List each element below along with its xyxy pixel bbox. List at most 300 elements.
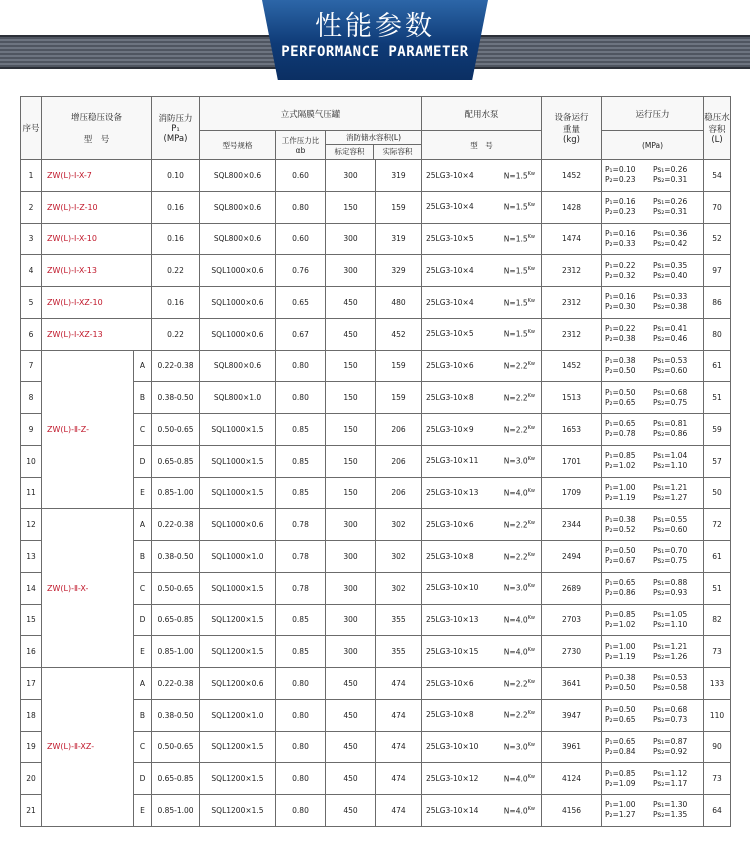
cell-weight: 3641 <box>542 668 602 700</box>
pump-model: 25LG3-10×8 <box>426 551 474 561</box>
pump-model: 25LG3-10×10 <box>426 583 479 593</box>
header-seq <box>21 97 42 160</box>
cell-fire-pressure: 0.85-1.00 <box>152 636 200 668</box>
cell-nominal: 150 <box>326 350 376 382</box>
pressure-line <box>605 334 703 344</box>
cell-actual: 480 <box>376 287 422 319</box>
cell-tank-spec: SQL1000×1.5 <box>200 414 276 446</box>
banner-title-en: PERFORMANCE PARAMETER <box>281 44 469 60</box>
pressure-line <box>605 578 703 588</box>
pump-power-value: N=2.2 <box>503 520 528 530</box>
pressure-line <box>605 800 703 810</box>
pump-power <box>504 742 541 752</box>
header-ratio-top: 工作压力比 <box>281 136 320 145</box>
pressure-ps: Ps₁=1.04 <box>653 451 688 461</box>
pressure-line <box>605 229 703 239</box>
cell-nominal: 300 <box>326 509 376 541</box>
pump-model: 25LG3-10×13 <box>426 615 479 625</box>
pressure-p: P₂=1.02 <box>605 619 636 629</box>
cell-ratio: 0.85 <box>276 636 326 668</box>
pressure-p: P₂=1.02 <box>605 461 636 471</box>
cell-tank-spec: SQL1200×1.0 <box>200 699 276 731</box>
pressure-p: P₁=0.16 <box>605 228 636 238</box>
cell-run-pressure <box>602 763 704 795</box>
pressure-p: P₂=0.33 <box>605 238 636 248</box>
pressure-ps: Ps₁=0.41 <box>653 324 688 334</box>
cell-tank-spec: SQL800×1.0 <box>200 382 276 414</box>
pressure-line <box>605 588 703 598</box>
cell-ratio: 0.85 <box>276 477 326 509</box>
cell-sub: E <box>134 477 152 509</box>
pump-model: 25LG3-10×12 <box>426 773 479 783</box>
pressure-ps: Ps₂=1.10 <box>653 461 688 471</box>
cell-ratio: 0.60 <box>276 160 326 192</box>
cell-fire-pressure: 0.38-0.50 <box>152 382 200 414</box>
pump-power-value: N=4.0 <box>503 615 528 625</box>
cell-fire-pressure: 0.22-0.38 <box>152 668 200 700</box>
cell-model: ZW(L)-Ⅰ-X-10 <box>42 223 152 255</box>
banner-title-cn: 性能参数 <box>315 11 435 42</box>
pressure-p: P₂=1.19 <box>605 651 636 661</box>
cell-run-pressure <box>602 414 704 446</box>
pressure-line <box>605 207 703 217</box>
cell-pump <box>422 699 542 731</box>
cell-stab-volume: 51 <box>704 572 731 604</box>
cell-nominal: 450 <box>326 763 376 795</box>
cell-fire-pressure: 0.50-0.65 <box>152 414 200 446</box>
cell-ratio: 0.80 <box>276 382 326 414</box>
cell-sub: D <box>134 763 152 795</box>
pressure-p: P₂=0.23 <box>605 207 636 217</box>
cell-tank-spec: SQL800×0.6 <box>200 223 276 255</box>
cell-weight: 2312 <box>542 287 602 319</box>
cell-stab-volume: 80 <box>704 318 731 350</box>
cell-ratio: 0.60 <box>276 223 326 255</box>
cell-actual: 452 <box>376 318 422 350</box>
pressure-ps: Ps₁=1.05 <box>653 609 688 619</box>
cell-weight: 2689 <box>542 572 602 604</box>
pressure-p: P₁=0.38 <box>605 355 636 365</box>
cell-tank-spec: SQL1200×1.5 <box>200 731 276 763</box>
pressure-ps: Ps₁=0.88 <box>653 578 688 588</box>
cell-pump <box>422 318 542 350</box>
cell-fire-pressure: 0.16 <box>152 191 200 223</box>
pressure-p: P₁=0.85 <box>605 768 636 778</box>
cell-stab-volume: 64 <box>704 795 731 827</box>
pressure-p: P₂=0.67 <box>605 556 636 566</box>
cell-no: 15 <box>21 604 42 636</box>
pump-power <box>504 679 541 689</box>
pressure-line <box>605 673 703 683</box>
cell-weight: 2703 <box>542 604 602 636</box>
pressure-line <box>605 779 703 789</box>
pressure-p: P₁=0.65 <box>605 578 636 588</box>
cell-actual: 329 <box>376 255 422 287</box>
cell-ratio: 0.80 <box>276 731 326 763</box>
pressure-p: P₁=0.38 <box>605 514 636 524</box>
cell-weight: 1452 <box>542 160 602 192</box>
pressure-line <box>605 737 703 747</box>
pressure-line <box>605 271 703 281</box>
pressure-ps: Ps₂=0.86 <box>653 429 688 439</box>
cell-ratio: 0.80 <box>276 350 326 382</box>
cell-ratio: 0.65 <box>276 287 326 319</box>
pressure-ps: Ps₂=0.38 <box>653 302 688 312</box>
cell-weight: 1653 <box>542 414 602 446</box>
pump-power-unit: Kw <box>527 297 535 304</box>
pump-power-unit: Kw <box>527 265 535 272</box>
pressure-ps: Ps₁=0.87 <box>653 736 688 746</box>
cell-ratio: 0.85 <box>276 445 326 477</box>
cell-weight: 2312 <box>542 318 602 350</box>
table-row <box>21 350 731 382</box>
pressure-ps: Ps₂=1.17 <box>653 778 688 788</box>
pump-power-unit: Kw <box>527 170 535 177</box>
pump-power-unit: Kw <box>527 488 535 495</box>
cell-nominal: 300 <box>326 604 376 636</box>
pump-power-value: N=1.5 <box>503 329 528 339</box>
pressure-p: P₁=0.65 <box>605 419 636 429</box>
pump-model: 25LG3-10×4 <box>426 265 474 275</box>
cell-run-pressure <box>602 223 704 255</box>
pump-model: 25LG3-10×6 <box>426 361 474 371</box>
cell-fire-pressure: 0.65-0.85 <box>152 604 200 636</box>
cell-ratio: 0.85 <box>276 414 326 446</box>
cell-no: 3 <box>21 223 42 255</box>
pressure-p: P₁=0.65 <box>605 736 636 746</box>
cell-sub: D <box>134 445 152 477</box>
cell-nominal: 300 <box>326 572 376 604</box>
cell-tank-spec: SQL800×0.6 <box>200 350 276 382</box>
pump-power-unit: Kw <box>527 678 535 685</box>
cell-ratio: 0.76 <box>276 255 326 287</box>
cell-pump <box>422 255 542 287</box>
header-storage-title: 消防储水容积(L) <box>326 131 421 145</box>
pressure-p: P₂=0.50 <box>605 683 636 693</box>
header-fire-top: 消防压力 <box>158 114 193 124</box>
cell-weight: 1709 <box>542 477 602 509</box>
pump-model: 25LG3-10×13 <box>426 488 479 498</box>
pump-power-value: N=4.0 <box>503 774 528 784</box>
cell-ratio: 0.80 <box>276 668 326 700</box>
pressure-line <box>605 747 703 757</box>
cell-nominal: 150 <box>326 414 376 446</box>
pump-power <box>504 266 541 276</box>
cell-nominal: 300 <box>326 255 376 287</box>
cell-pump <box>422 414 542 446</box>
cell-tank-spec: SQL1000×1.5 <box>200 445 276 477</box>
cell-fire-pressure: 0.22 <box>152 318 200 350</box>
cell-pump <box>422 477 542 509</box>
cell-pump <box>422 509 542 541</box>
pump-model: 25LG3-10×6 <box>426 519 474 529</box>
pump-power-value: N=2.2 <box>503 425 528 435</box>
header-ratio-sym: αb <box>295 146 306 155</box>
pressure-line <box>605 715 703 725</box>
cell-tank-spec: SQL800×0.6 <box>200 191 276 223</box>
pressure-p: P₁=0.16 <box>605 197 636 207</box>
cell-actual: 474 <box>376 731 422 763</box>
cell-run-pressure <box>602 287 704 319</box>
pressure-ps: Ps₂=0.46 <box>653 334 688 344</box>
pressure-ps: Ps₂=1.10 <box>653 619 688 629</box>
cell-fire-pressure: 0.22-0.38 <box>152 509 200 541</box>
cell-tank-spec: SQL1000×1.0 <box>200 541 276 573</box>
cell-pump <box>422 572 542 604</box>
cell-tank-spec: SQL1200×1.5 <box>200 636 276 668</box>
pressure-line <box>605 652 703 662</box>
pressure-ps: Ps₁=0.70 <box>653 546 688 556</box>
cell-pump <box>422 668 542 700</box>
header-fire-pressure <box>152 97 200 160</box>
cell-tank-spec: SQL1000×0.6 <box>200 509 276 541</box>
cell-actual: 159 <box>376 191 422 223</box>
cell-sub: C <box>134 414 152 446</box>
cell-run-pressure <box>602 668 704 700</box>
cell-ratio: 0.78 <box>276 572 326 604</box>
header-pump-model: 型 号 <box>422 131 542 160</box>
cell-actual: 206 <box>376 414 422 446</box>
cell-weight: 2494 <box>542 541 602 573</box>
header-nominal: 标定容积 <box>326 145 374 159</box>
pressure-p: P₁=0.16 <box>605 292 636 302</box>
cell-actual: 319 <box>376 160 422 192</box>
cell-stab-volume: 70 <box>704 191 731 223</box>
pressure-p: P₂=0.52 <box>605 524 636 534</box>
cell-stab-volume: 52 <box>704 223 731 255</box>
pump-power <box>504 806 541 816</box>
pressure-line <box>605 769 703 779</box>
cell-actual: 206 <box>376 477 422 509</box>
pump-power <box>504 615 541 625</box>
pressure-ps: Ps₁=1.21 <box>653 482 688 492</box>
cell-nominal: 150 <box>326 382 376 414</box>
pressure-ps: Ps₁=0.26 <box>653 165 688 175</box>
table-row <box>21 255 731 287</box>
pressure-p: P₂=0.65 <box>605 715 636 725</box>
cell-nominal: 450 <box>326 287 376 319</box>
header-stab-volume <box>704 97 731 160</box>
pressure-p: P₂=0.84 <box>605 746 636 756</box>
cell-stab-volume: 51 <box>704 382 731 414</box>
cell-model: ZW(L)-Ⅰ-X-7 <box>42 160 152 192</box>
cell-no: 18 <box>21 699 42 731</box>
cell-actual: 159 <box>376 382 422 414</box>
cell-no: 5 <box>21 287 42 319</box>
table-row <box>21 191 731 223</box>
header-stab-top: 稳压水 <box>704 113 730 123</box>
cell-pump <box>422 287 542 319</box>
pump-power <box>504 520 541 530</box>
cell-pump <box>422 731 542 763</box>
cell-stab-volume: 86 <box>704 287 731 319</box>
pump-power <box>504 171 541 181</box>
cell-actual: 355 <box>376 604 422 636</box>
cell-run-pressure <box>602 382 704 414</box>
cell-nominal: 300 <box>326 160 376 192</box>
cell-stab-volume: 72 <box>704 509 731 541</box>
pump-power-value: N=1.5 <box>503 298 528 308</box>
pressure-p: P₂=0.23 <box>605 175 636 185</box>
pump-power-unit: Kw <box>527 805 535 812</box>
pressure-p: P₁=0.85 <box>605 451 636 461</box>
cell-stab-volume: 59 <box>704 414 731 446</box>
pressure-line <box>605 525 703 535</box>
pressure-p: P₁=0.50 <box>605 387 636 397</box>
pressure-ps: Ps₂=0.60 <box>653 365 688 375</box>
cell-weight: 3947 <box>542 699 602 731</box>
cell-tank-spec: SQL800×0.6 <box>200 160 276 192</box>
pump-model: 25LG3-10×6 <box>426 678 474 688</box>
cell-actual: 302 <box>376 509 422 541</box>
pressure-line <box>605 261 703 271</box>
pump-model: 25LG3-10×8 <box>426 710 474 720</box>
pressure-line <box>605 451 703 461</box>
pressure-p: P₂=1.19 <box>605 492 636 502</box>
cell-pump <box>422 541 542 573</box>
cell-tank-spec: SQL1000×0.6 <box>200 318 276 350</box>
pressure-ps: Ps₂=0.93 <box>653 588 688 598</box>
pump-power-value: N=3.0 <box>503 583 528 593</box>
pressure-line <box>605 705 703 715</box>
pump-power <box>504 234 541 244</box>
cell-model: ZW(L)-Ⅰ-Z-10 <box>42 191 152 223</box>
pressure-line <box>605 546 703 556</box>
pump-power-value: N=1.5 <box>503 202 528 212</box>
cell-run-pressure <box>602 350 704 382</box>
pump-power-value: N=3.0 <box>503 742 528 752</box>
cell-run-pressure <box>602 445 704 477</box>
pressure-ps: Ps₂=0.75 <box>653 397 688 407</box>
table-row <box>21 509 731 541</box>
cell-no: 16 <box>21 636 42 668</box>
pump-model: 25LG3-10×14 <box>426 805 479 815</box>
cell-tank-spec: SQL1000×1.5 <box>200 477 276 509</box>
pressure-ps: Ps₁=0.53 <box>653 673 688 683</box>
cell-ratio: 0.78 <box>276 541 326 573</box>
cell-actual: 159 <box>376 350 422 382</box>
cell-fire-pressure: 0.22-0.38 <box>152 350 200 382</box>
pressure-line <box>605 610 703 620</box>
pump-power <box>504 647 541 657</box>
pump-power-value: N=2.2 <box>503 679 528 689</box>
cell-fire-pressure: 0.65-0.85 <box>152 763 200 795</box>
pump-power <box>504 361 541 371</box>
pressure-line <box>605 324 703 334</box>
cell-tank-spec: SQL1000×0.6 <box>200 287 276 319</box>
pressure-line <box>605 366 703 376</box>
cell-stab-volume: 50 <box>704 477 731 509</box>
header-stab-unit: (L) <box>711 135 723 145</box>
header-weight <box>542 97 602 160</box>
pressure-p: P₁=1.00 <box>605 800 636 810</box>
pump-power-value: N=1.5 <box>503 171 528 181</box>
pump-power <box>504 710 541 720</box>
cell-weight: 2344 <box>542 509 602 541</box>
cell-pump <box>422 350 542 382</box>
pressure-ps: Ps₁=0.53 <box>653 355 688 365</box>
pump-power-unit: Kw <box>527 583 535 590</box>
pump-power-unit: Kw <box>527 773 535 780</box>
cell-tank-spec: SQL1200×1.5 <box>200 795 276 827</box>
cell-run-pressure <box>602 636 704 668</box>
cell-pump <box>422 763 542 795</box>
cell-tank-spec: SQL1000×1.5 <box>200 572 276 604</box>
table-row <box>21 318 731 350</box>
cell-actual: 206 <box>376 445 422 477</box>
cell-stab-volume: 90 <box>704 731 731 763</box>
pressure-ps: Ps₁=1.30 <box>653 800 688 810</box>
cell-no: 6 <box>21 318 42 350</box>
pressure-p: P₁=0.38 <box>605 673 636 683</box>
pump-power <box>504 488 541 498</box>
pressure-p: P₂=0.30 <box>605 302 636 312</box>
pressure-p: P₂=1.27 <box>605 810 636 820</box>
pump-power <box>504 425 541 435</box>
pressure-ps: Ps₂=0.40 <box>653 270 688 280</box>
cell-fire-pressure: 0.16 <box>152 223 200 255</box>
cell-sub: E <box>134 636 152 668</box>
pressure-p: P₁=0.10 <box>605 165 636 175</box>
pump-power-unit: Kw <box>527 519 535 526</box>
cell-stab-volume: 110 <box>704 699 731 731</box>
header-run-pressure: 运行压力 <box>602 97 704 131</box>
pump-model: 25LG3-10×10 <box>426 742 479 752</box>
cell-run-pressure <box>602 191 704 223</box>
cell-stab-volume: 97 <box>704 255 731 287</box>
cell-ratio: 0.80 <box>276 699 326 731</box>
pressure-ps: Ps₁=1.12 <box>653 768 688 778</box>
pump-model: 25LG3-10×9 <box>426 424 474 434</box>
pump-power-unit: Kw <box>527 392 535 399</box>
pressure-ps: Ps₂=0.75 <box>653 556 688 566</box>
pressure-ps: Ps₂=0.60 <box>653 524 688 534</box>
cell-stab-volume: 73 <box>704 763 731 795</box>
cell-fire-pressure: 0.38-0.50 <box>152 541 200 573</box>
pressure-line <box>605 810 703 820</box>
pump-power-value: N=1.5 <box>503 266 528 276</box>
cell-fire-pressure: 0.16 <box>152 287 200 319</box>
header-tank-spec: 型号规格 <box>200 131 276 160</box>
cell-run-pressure <box>602 795 704 827</box>
pressure-line <box>605 620 703 630</box>
performance-table <box>20 96 731 827</box>
cell-actual: 474 <box>376 699 422 731</box>
cell-group-model: ZW(L)-Ⅱ-X- <box>42 509 134 668</box>
cell-sub: C <box>134 731 152 763</box>
cell-model: ZW(L)-Ⅰ-X-13 <box>42 255 152 287</box>
cell-weight: 4124 <box>542 763 602 795</box>
pressure-line <box>605 239 703 249</box>
cell-sub: B <box>134 382 152 414</box>
cell-weight: 2312 <box>542 255 602 287</box>
table-body <box>21 160 731 827</box>
pressure-p: P₂=0.38 <box>605 334 636 344</box>
cell-sub: B <box>134 541 152 573</box>
cell-ratio: 0.67 <box>276 318 326 350</box>
pressure-line <box>605 483 703 493</box>
pressure-line <box>605 388 703 398</box>
cell-stab-volume: 73 <box>704 636 731 668</box>
pressure-line <box>605 302 703 312</box>
pump-power <box>504 456 541 466</box>
pump-power-unit: Kw <box>527 361 535 368</box>
cell-run-pressure <box>602 604 704 636</box>
pump-power <box>504 552 541 562</box>
pump-power-unit: Kw <box>527 456 535 463</box>
pressure-p: P₁=1.00 <box>605 641 636 651</box>
pump-power-unit: Kw <box>527 234 535 241</box>
